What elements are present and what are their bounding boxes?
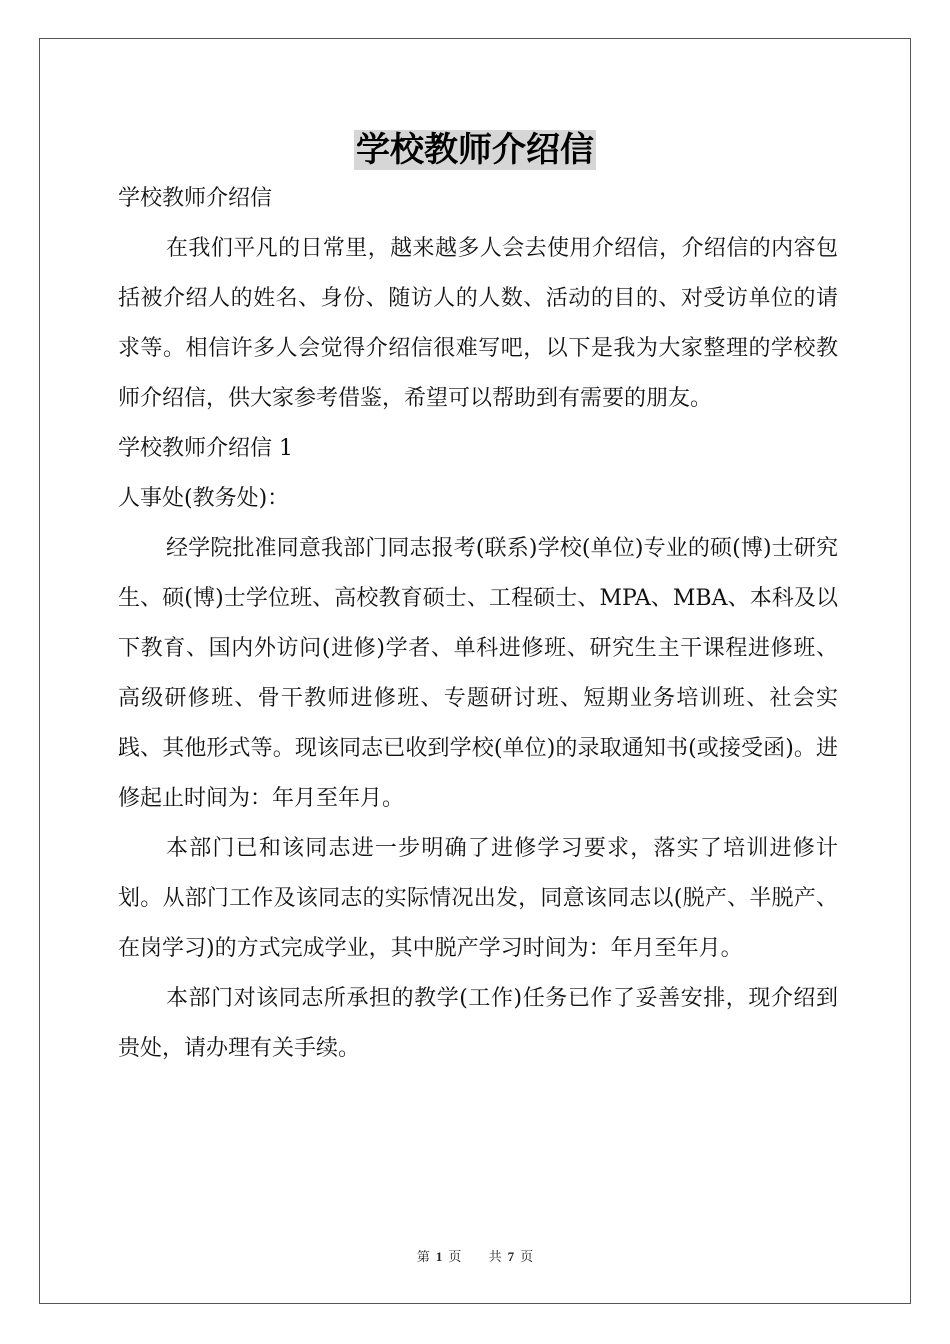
subtitle-paragraph: 学校教师介绍信 [118,186,273,211]
salutation-paragraph: 人事处(教务处)： [118,486,290,511]
page-total: 共 7 页 [488,1249,534,1264]
body-paragraph: 本部门对该同志所承担的教学(工作)任务已作了妥善安排，现介绍到贵处，请办理有关手续。 [118,986,838,1061]
page-number: 第 1 页 [416,1249,462,1264]
document-title-text: 学校教师介绍信 [356,130,594,170]
intro-paragraph: 在我们平凡的日常里，越来越多人会去使用介绍信，介绍信的内容包括被介绍人的姓名、身份、随访人的人数、活动的目的、对受访单位的请求等。相信许多人会觉得介绍信很难写吧，以下是我为大家整理的学校教师介绍信，供大家参考借鉴，希望可以帮助到有需要的朋友。 [118,236,838,411]
document-title [0,125,950,175]
body-paragraph: 经学院批准同意我部门同志报考(联系)学校(单位)专业的硕(博)士研究生、硕(博)士学位班、高校教育硕士、工程硕士、MPA、MBA、本科及以下教育、国内外访问(进修)学者、单科进修班、研究生主干课程进修班、高级研修班、骨干教师进修班、专题研讨班、短期业务培训班、社会实践、其他形式等。现该同志已收到学校(单位)的录取通知书(或接受函)。进修起止时间为：年月至年月。 [118,536,838,811]
section-heading: 学校教师介绍信 1 [118,436,293,461]
body-paragraph: 本部门已和该同志进一步明确了进修学习要求，落实了培训进修计划。从部门工作及该同志的实际情况出发，同意该同志以(脱产、半脱产、在岗学习)的方式完成学业，其中脱产学习时间为：年月至年月。 [118,836,838,961]
document-body [118,174,838,1074]
page-footer [0,1246,950,1265]
